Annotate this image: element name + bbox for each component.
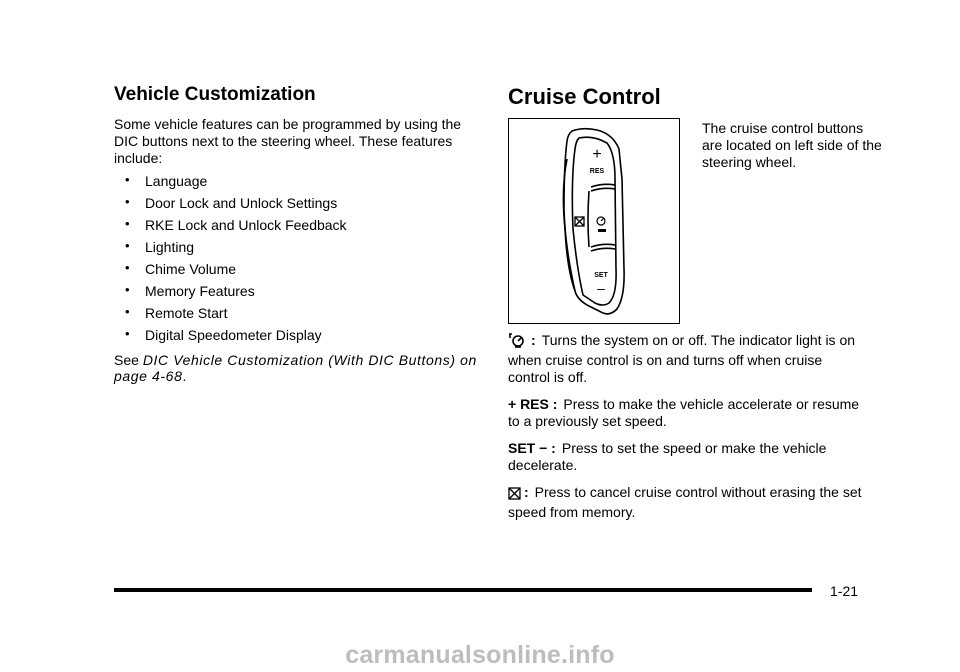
bullet-icon: • [125,194,130,209]
description-on-off [508,332,868,386]
steering-wheel-buttons-drawing [509,119,678,322]
list-item: • Chime Volume [125,260,237,277]
cruise-control-illustration [508,118,680,324]
res-label: RES [589,168,605,175]
list-item: • Language [125,172,208,189]
set-label: SET [594,272,608,279]
list-item: • Digital Speedometer Display [125,326,322,343]
description-res [508,396,868,430]
vehicle-customization-section [114,84,484,398]
list-item: • RKE Lock and Unlock Feedback [125,216,347,233]
minus-label: – [597,280,605,296]
illustration-row [508,118,882,332]
bullet-icon: • [125,304,130,319]
description-term: SET − : [508,440,556,456]
bullet-icon: • [125,326,130,341]
description-cancel [508,484,868,521]
bullet-icon: • [125,216,130,231]
bullet-icon: • [125,282,130,297]
description-text: Press to set the speed or make the vehicle decelerate. [508,440,827,473]
bullet-icon: • [125,238,130,253]
cruise-control-section [508,84,882,531]
plus-label: + [592,146,602,163]
illustration-caption: The cruise control buttons are located on left side of the steering wheel. [702,120,882,170]
page-number: 1-21 [830,583,859,599]
description-set [508,440,868,474]
feature-list [114,173,484,344]
cruise-on-off-icon [597,217,605,225]
section-heading: Vehicle Customization [114,84,316,105]
cross-reference-link[interactable]: DIC Vehicle Customization (With DIC Buttons) on page 4-68 [114,352,477,384]
list-item: • Lighting [125,238,195,255]
cancel-icon [575,217,584,226]
description-term: + RES : [508,396,558,412]
indicator-light [598,229,606,232]
bullet-icon: • [125,172,130,187]
description-term: : [531,332,536,348]
description-term: : [524,484,529,500]
bullet-icon: • [125,260,130,275]
description-text: Turns the system on or off. The indicator light is on when cruise control is on and turns off when cruise control is off. [508,332,856,385]
cross-reference: See DIC Vehicle Customization (With DIC Buttons) on page 4-68. [114,352,477,384]
list-item: • Remote Start [125,304,228,321]
cancel-icon [508,487,521,504]
description-text: Press to cancel cruise control without erasing the set speed from memory. [508,484,862,520]
footer-rule [114,588,812,592]
cruise-on-off-icon [508,332,528,352]
intro-paragraph: Some vehicle features can be programmed by using the DIC buttons next to the steering wheel. These features include: [114,116,462,166]
watermark: carmanualsonline.info [345,641,615,669]
list-item: • Memory Features [125,282,255,299]
description-text: Press to make the vehicle accelerate or resume to a previously set speed. [508,396,860,429]
list-item: • Door Lock and Unlock Settings [125,194,338,211]
section-heading: Cruise Control [508,84,661,109]
